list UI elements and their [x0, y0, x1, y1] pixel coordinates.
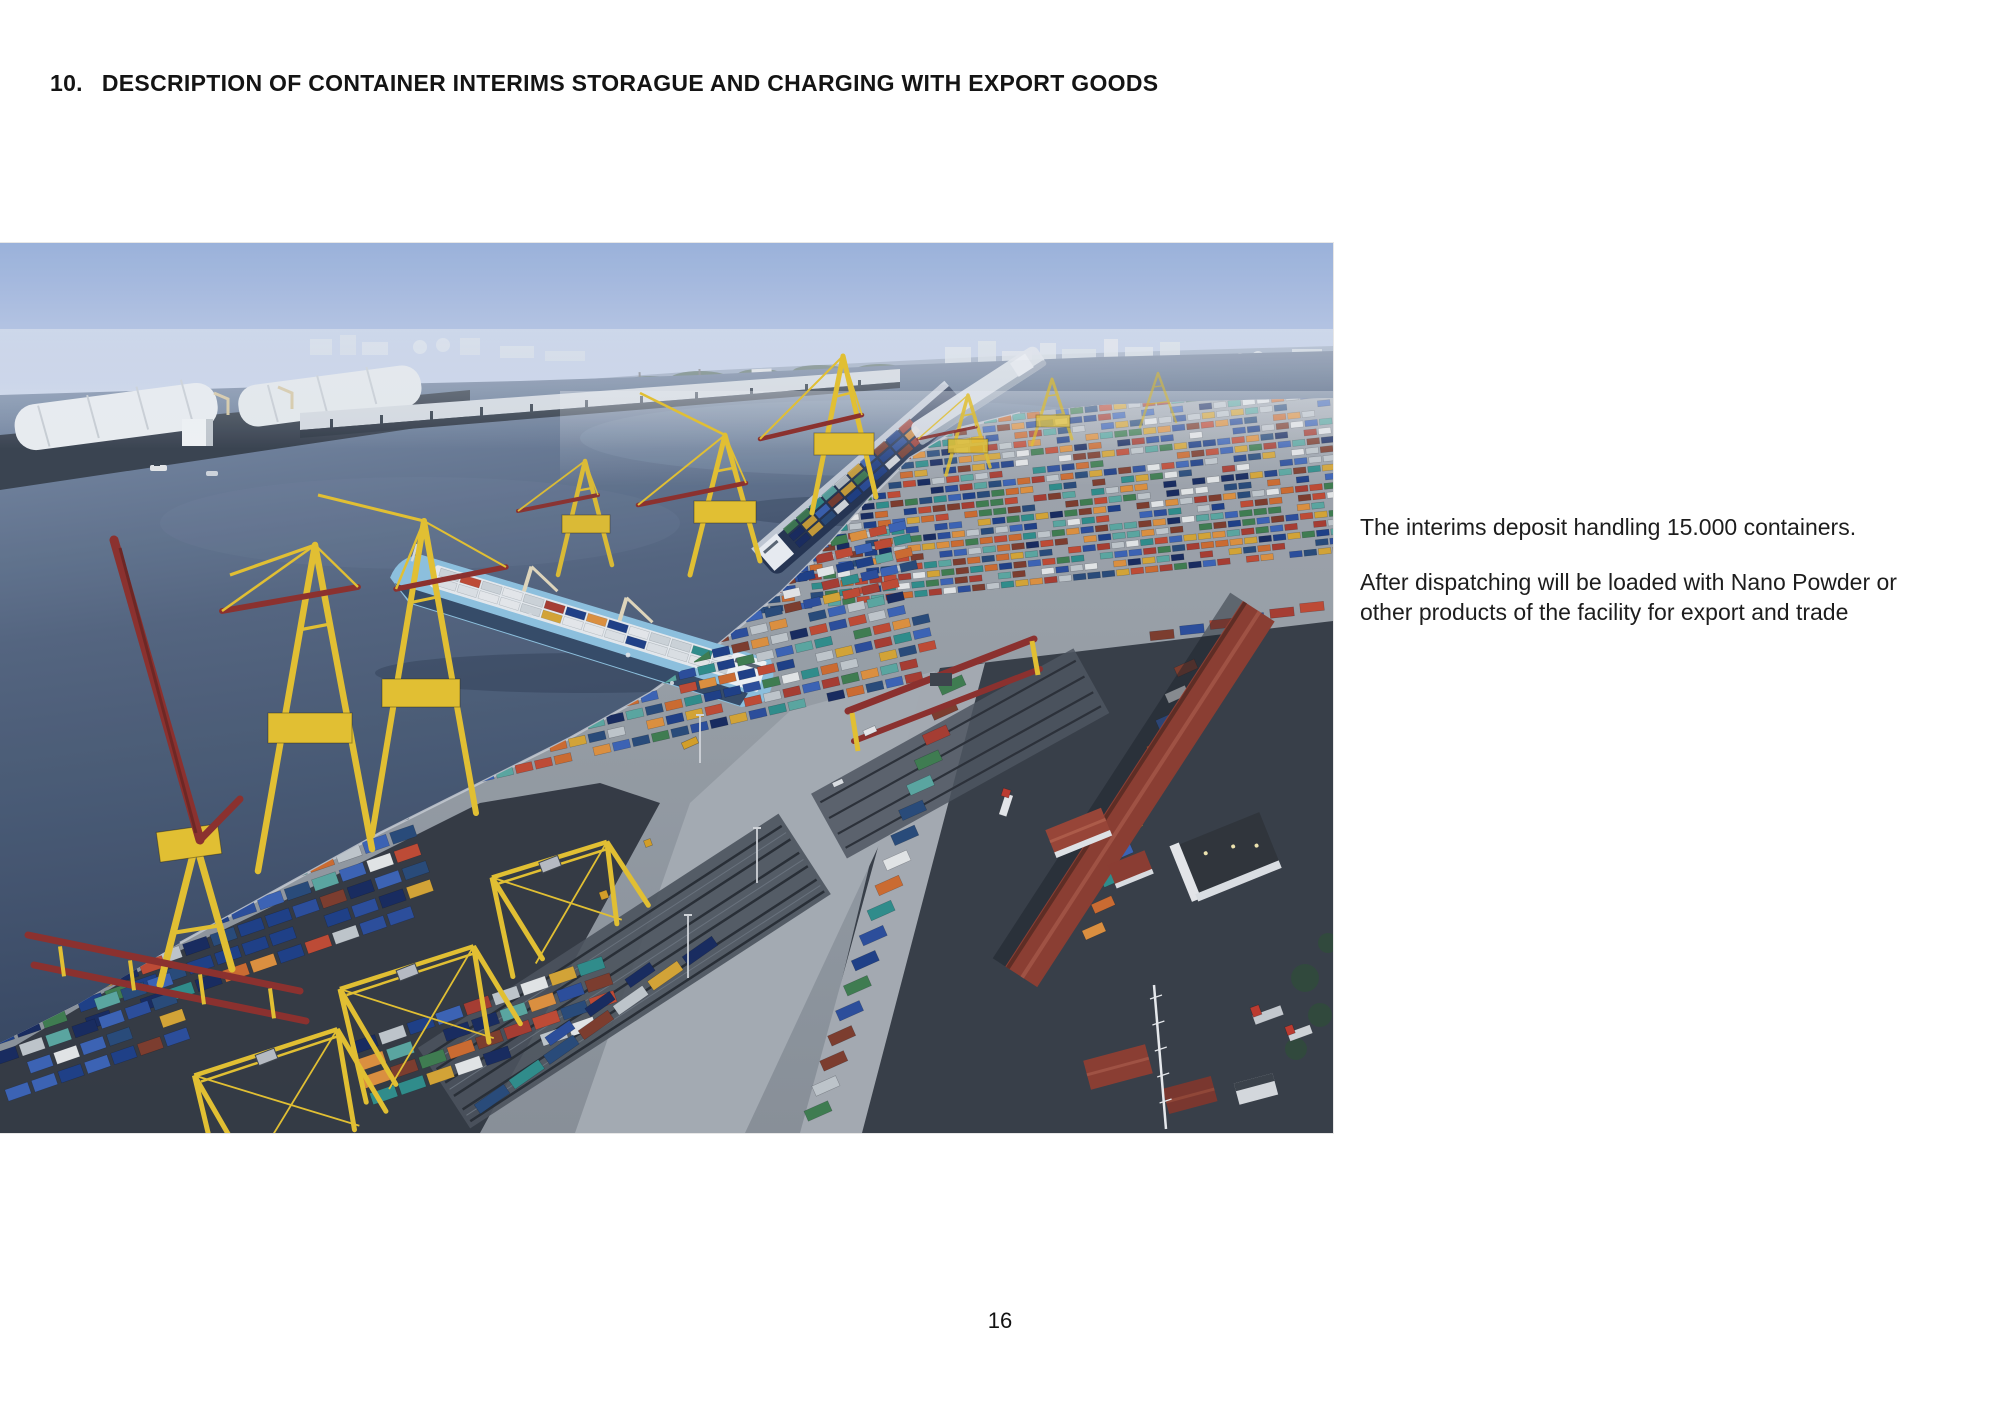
- section-heading: [50, 70, 1158, 97]
- page-number: 16: [987, 1308, 1013, 1333]
- port-photo-illustration: [0, 243, 1333, 1133]
- caption-paragraph-2: After dispatching will be loaded with Nano Powder or other products of the facility for export and trade: [1360, 569, 1897, 625]
- port-aerial-photo: [0, 243, 1333, 1133]
- caption-block: [1360, 512, 1940, 652]
- section-title: DESCRIPTION OF CONTAINER INTERIMS STORAGUE AND CHARGING WITH EXPORT GOODS: [101, 70, 1159, 96]
- caption-paragraph-1: The interims deposit handling 15.000 containers.: [1360, 514, 1857, 540]
- section-number: 10.: [50, 70, 83, 96]
